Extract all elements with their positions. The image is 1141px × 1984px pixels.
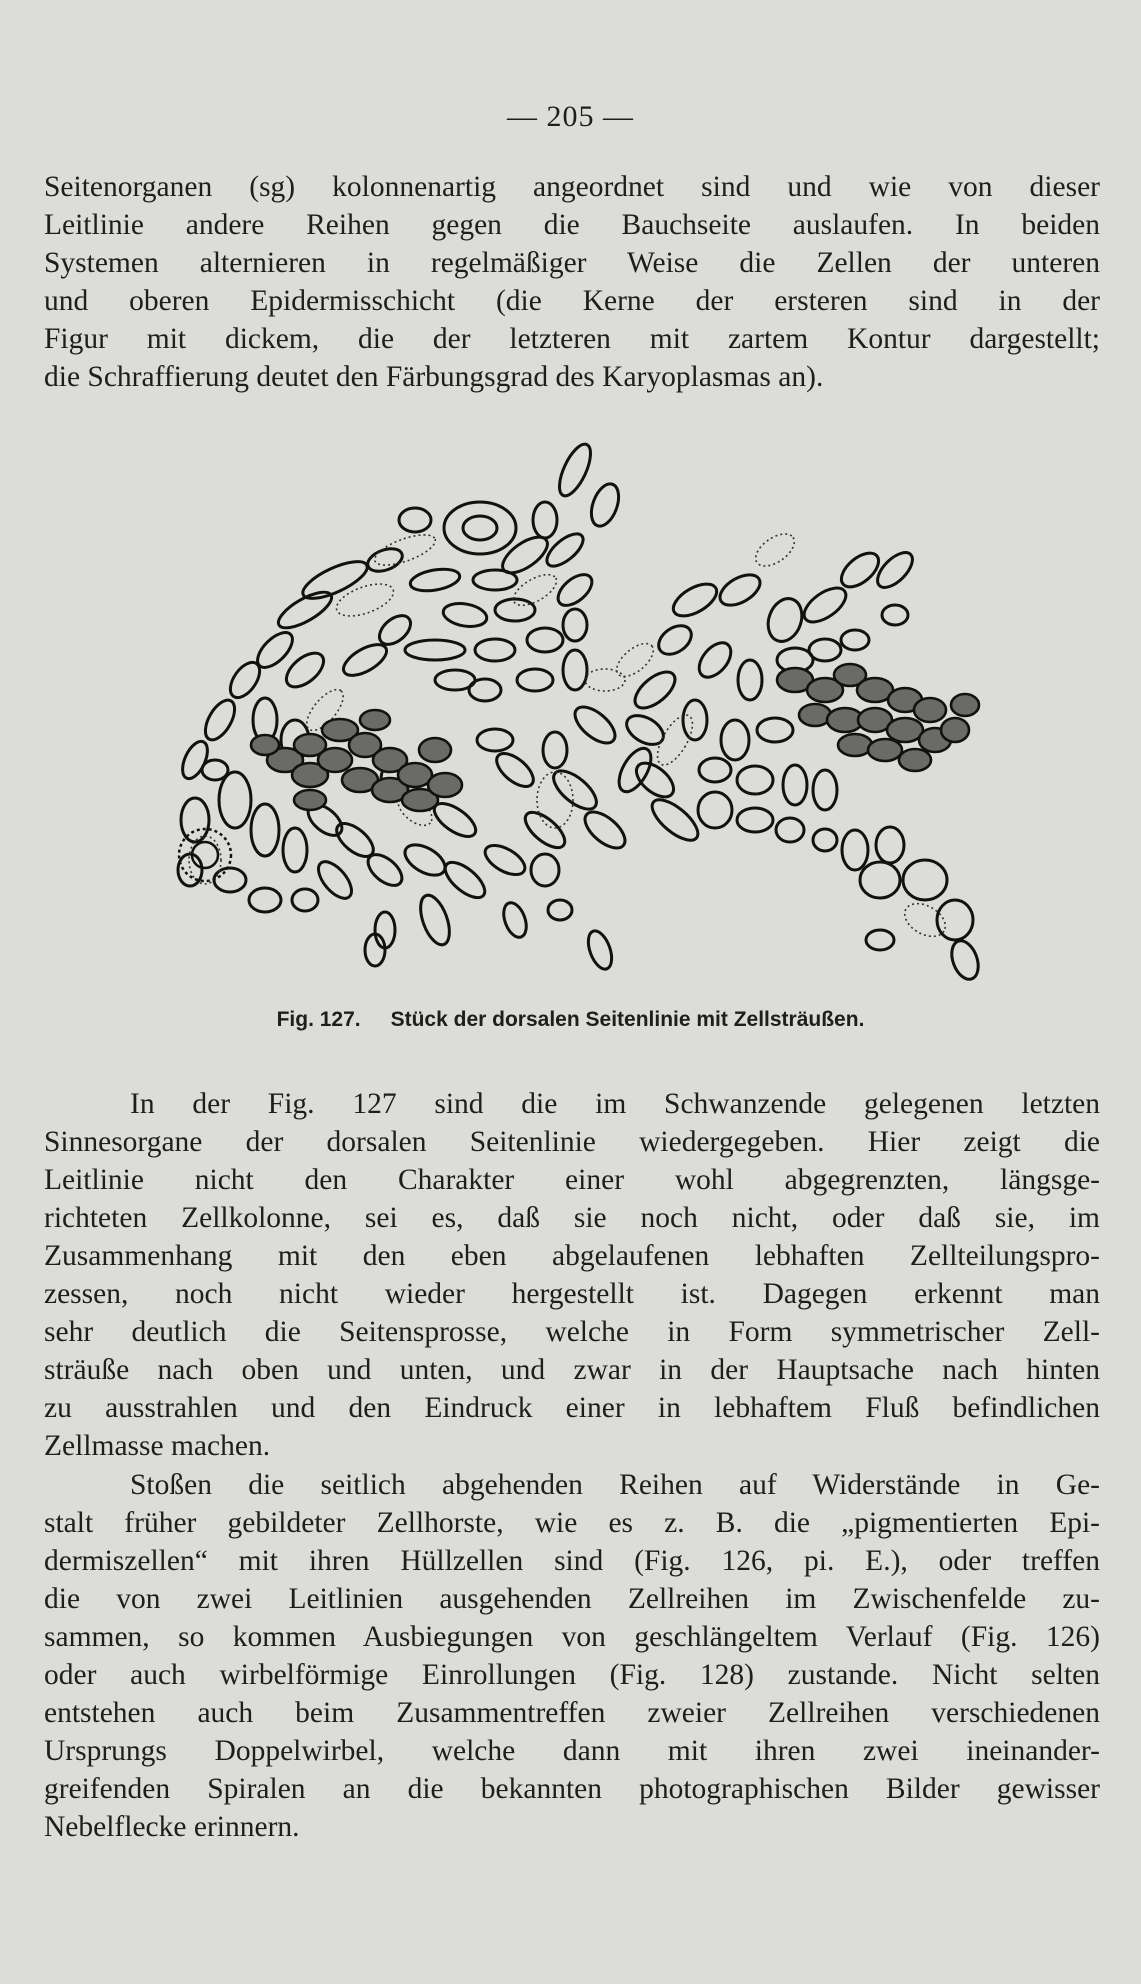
page-number: — 205 — xyxy=(507,100,634,133)
paragraph-3-line: stalt früher gebildeter Zellhorste, wie es z. B. die „pigmentierten Epi- xyxy=(44,1507,1100,1539)
paragraph-3-line: greifenden Spiralen an die bekannten photographischen Bilder gewisser xyxy=(44,1773,1100,1805)
paragraph-2-line: Zellmasse machen. xyxy=(44,1430,271,1462)
paragraph-3-line: Nebelflecke erinnern. xyxy=(44,1811,300,1843)
paragraph-3 xyxy=(44,1466,1100,1846)
paragraph-3-line: oder auch wirbelförmige Einrollungen (Fig. 128) zustande. Nicht selten xyxy=(44,1659,1100,1691)
paragraph-1-line: Systemen alternieren in regelmäßiger Weise die Zellen der unteren xyxy=(44,247,1100,279)
paragraph-3-line: sammen, so kommen Ausbiegungen von geschlängeltem Verlauf (Fig. 126) xyxy=(44,1621,1100,1653)
paragraph-2-line: zu ausstrahlen und den Eindruck einer in lebhaftem Fluß befindlichen xyxy=(44,1392,1100,1424)
paragraph-1-line: die Schraffierung deutet den Färbungsgrad des Karyoplasmas an). xyxy=(44,361,824,393)
paragraph-3-line: dermiszellen“ mit ihren Hüllzellen sind (Fig. 126, pi. E.), oder treffen xyxy=(44,1545,1100,1577)
figure-label: Fig. 127. xyxy=(276,1008,361,1031)
paragraph-2-line: sträuße nach oben und unten, und zwar in der Hauptsache nach hinten xyxy=(44,1354,1100,1386)
paragraph-3-line: Ursprungs Doppelwirbel, welche dann mit ihren zwei ineinander- xyxy=(44,1735,1100,1767)
paragraph-2-line: zessen, noch nicht wieder hergestellt ist. Dagegen erkennt man xyxy=(44,1278,1100,1310)
paragraph-2-line: Sinnesorgane der dorsalen Seitenlinie wiedergegeben. Hier zeigt die xyxy=(44,1126,1100,1158)
paragraph-3-line: entstehen auch beim Zusammentreffen zweier Zellreihen verschiedenen xyxy=(44,1697,1100,1729)
figure-caption xyxy=(0,1008,1141,1032)
paragraph-1-line: Seitenorganen (sg) kolonnenartig angeordnet sind und wie von dieser xyxy=(44,171,1100,203)
paragraph-1-line: Leitlinie andere Reihen gegen die Bauchseite auslaufen. In beiden xyxy=(44,209,1100,241)
paragraph-1 xyxy=(44,168,1100,396)
figure-caption-text: Stück der dorsalen Seitenlinie mit Zellsträußen. xyxy=(390,1008,865,1031)
organ-left xyxy=(251,710,462,811)
organ-right xyxy=(777,664,979,771)
paragraph-2-line: Zusammenhang mit den eben abgelaufenen lebhaften Zellteilungspro- xyxy=(44,1240,1100,1272)
paragraph-3-line: die von zwei Leitlinien ausgehenden Zellreihen im Zwischenfelde zu- xyxy=(44,1583,1100,1615)
paragraph-1-line: und oberen Epidermisschicht (die Kerne der ersteren sind in der xyxy=(44,285,1100,317)
paragraph-2-line: Leitlinie nicht den Charakter einer wohl abgegrenzten, längsge- xyxy=(44,1164,1100,1196)
paragraph-1-line: Figur mit dickem, die der letzteren mit zartem Kontur dargestellt; xyxy=(44,323,1100,355)
paragraph-2-line: richteten Zellkolonne, sei es, daß sie noch nicht, oder daß sie, im xyxy=(44,1202,1100,1234)
paragraph-2-line: sehr deutlich die Seitensprosse, welche in Form symmetrischer Zell- xyxy=(44,1316,1100,1348)
cell-cluster-figure xyxy=(135,440,1015,1000)
paragraph-2 xyxy=(44,1085,1100,1465)
paragraph-2-line: In der Fig. 127 sind die im Schwanzende gelegenen letzten xyxy=(130,1088,1100,1120)
paragraph-3-line: Stoßen die seitlich abgehenden Reihen auf Widerstände in Ge- xyxy=(130,1469,1100,1501)
